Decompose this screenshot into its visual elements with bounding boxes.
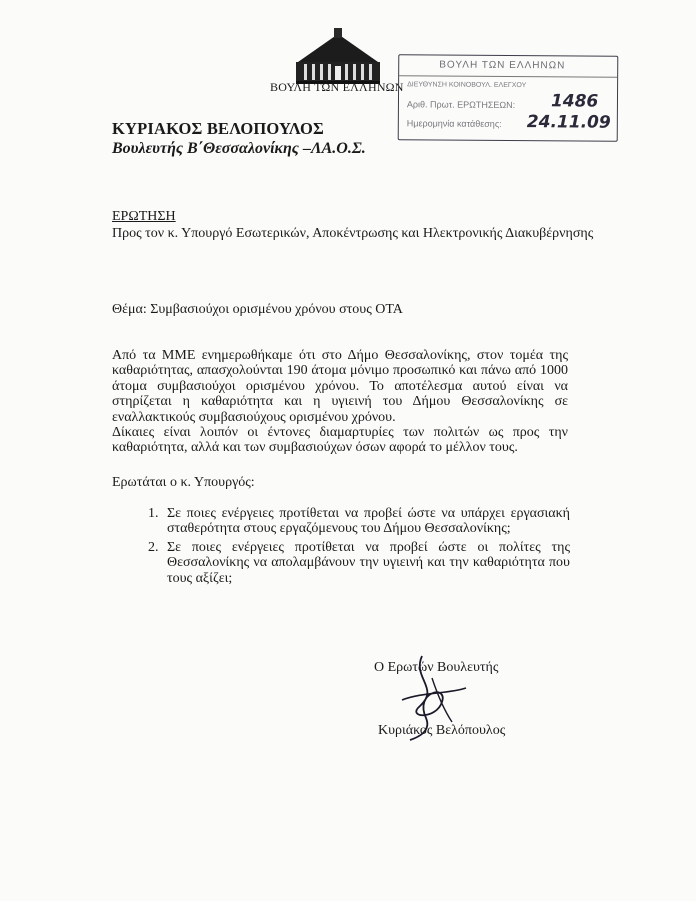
subject-line: Θέμα: Συμβασιούχοι ορισμένου χρόνου στους ΟΤΑ <box>112 302 403 317</box>
author-role: Βουλευτής Β΄Θεσσαλονίκης –ΛΑ.Ο.Σ. <box>112 140 366 157</box>
closing-role: Ο Ερωτών Βουλευτής <box>374 660 499 675</box>
stamp-institution: ΒΟΥΛΗ ΤΩΝ ΕΛΛΗΝΩΝ <box>439 59 566 72</box>
list-item-number: 1. <box>148 506 159 521</box>
list-item <box>112 540 570 586</box>
body-paragraph-1: Από τα ΜΜΕ ενημερωθήκαμε ότι στο Δήμο Θεσσαλονίκης, στον τομέα της καθαριότητας, απασχολούνται 190 άτομα μόνιμο προσωπικό και πάνω από 1000 άτομα συμβασιούχοι ορισμένου χρόνου. Το αποτέλεσμα αυτού είναι να στηρίζεται η καθαριότητα και η υγιεινή του Δήμου Θεσσαλονίκης σε εναλλακτικούς συμβασιούχους ορισμένου χρόνου. <box>112 348 568 425</box>
addressee: Προς τον κ. Υπουργό Εσωτερικών, Αποκέντρωσης και Ηλεκτρονικής Διακυβέρνησης <box>112 226 594 241</box>
body-paragraph-2: Δίκαιες είναι λοιπόν οι έντονες διαμαρτυρίες των πολιτών ως προς την καθαριότητα, αλλά και των συμβασιούχων όσων αφορά το μέλλον τους. <box>112 425 568 456</box>
stamp-protocol-number: 1486 <box>550 91 599 112</box>
stamp-department: ΔΙΕΥΘΥΝΣΗ ΚΟΙΝΟΒΟΥΛ. ΕΛΕΓΧΟΥ <box>407 81 527 90</box>
stamp-date-label: Ημερομηνία κατάθεσης: <box>406 118 502 129</box>
stamp-protocol-label: Αριθ. Πρωτ. ΕΡΩΤΗΣΕΩΝ: <box>406 99 516 111</box>
question-intro: Ερωτάται ο κ. Υπουργός: <box>112 475 255 490</box>
list-item-number: 2. <box>148 539 159 555</box>
institution-name: ΒΟΥΛΗ ΤΩΝ ΕΛΛΗΝΩΝ <box>270 80 404 94</box>
list-item-text: Σε ποιες ενέργειες προτίθεται να προβεί ώστε να υπάρχει εργασιακή σταθερότητα στους εργαζόμενους του Δήμου Θεσσαλονίκης; <box>167 506 570 537</box>
signatory-name: Κυριάκος Βελόπουλος <box>378 723 506 738</box>
question-list <box>112 506 570 589</box>
list-item <box>112 506 570 537</box>
document-title: ΕΡΩΤΗΣΗ <box>112 209 176 224</box>
list-item-text: Σε ποιες ενέργειες προτίθεται να προβεί ώστε οι πολίτες της Θεσσαλονίκης να απολαμβάνουν την υγιεινή και την καθαριότητα που τους αξίζει; <box>167 539 570 586</box>
author-name: ΚΥΡΙΑΚΟΣ ΒΕΛΟΠΟΥΛΟΣ <box>112 119 324 138</box>
parliament-emblem-icon <box>296 26 380 84</box>
stamp-date: 24.11.09 <box>526 112 611 133</box>
stamp-divider <box>399 75 617 78</box>
registration-stamp <box>398 54 619 142</box>
